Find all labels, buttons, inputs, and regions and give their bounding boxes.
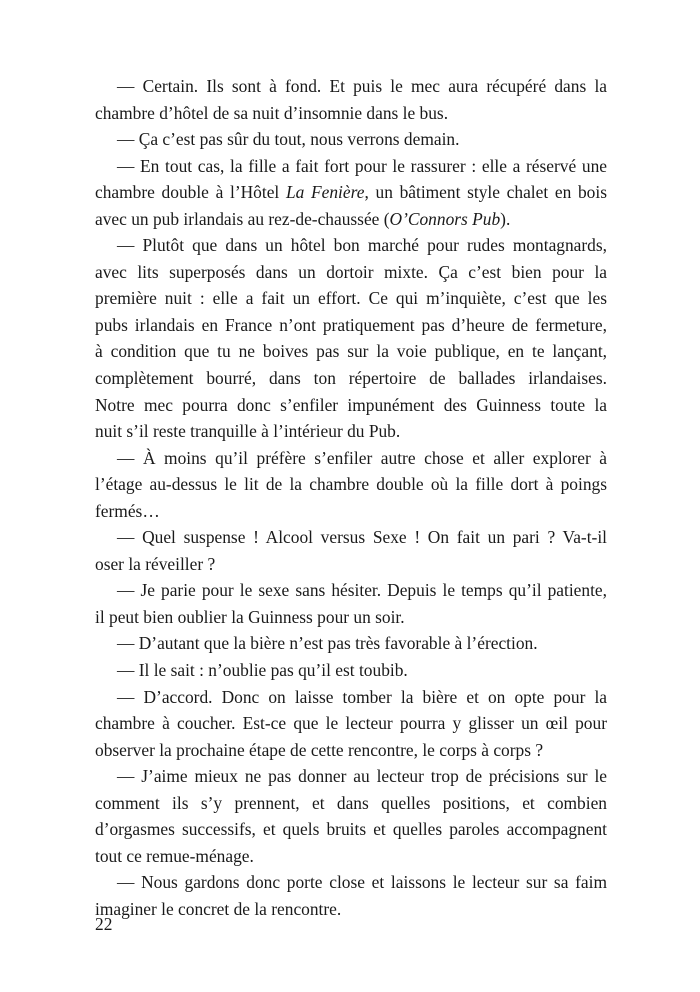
text-segment: chambre double à l’Hôtel — [95, 182, 286, 203]
text-line — [95, 179, 607, 206]
text-line: fermés… — [95, 500, 160, 521]
italic-title: La Fenière — [285, 182, 365, 203]
text-line: — Je parie pour le sexe sans hésiter. Depuis le temps qu’il patiente, — [117, 580, 607, 601]
paragraph — [95, 73, 607, 126]
text-line: complètement bourré, dans ton répertoire de ballades irlandaises. — [95, 368, 607, 389]
text-line: chambre d’hôtel de sa nuit d’insomnie dans le bus. — [95, 102, 449, 123]
page-number: 22 — [95, 914, 113, 934]
text-line: — J’aime mieux ne pas donner au lecteur trop de précisions sur le — [117, 766, 607, 787]
text-line: avec lits superposés dans un dortoir mixte. Ça c’est bien pour la — [95, 261, 607, 282]
text-line: — Il le sait : n’oublie pas qu’il est toubib. — [117, 660, 408, 681]
text-line: première nuit : elle a fait un effort. Ce qui m’inquiète, c’est que les — [95, 288, 607, 309]
paragraph — [95, 869, 607, 922]
paragraph — [95, 577, 607, 630]
text-line: pubs irlandais en France n’ont pratiquement pas d’heure de fermeture, — [95, 314, 607, 335]
text-line: — Quel suspense ! Alcool versus Sexe ! On fait un pari ? Va-t-il — [117, 527, 607, 548]
paragraph — [95, 630, 607, 657]
text-line: nuit s’il reste tranquille à l’intérieur du Pub. — [95, 421, 401, 442]
text-line: d’orgasmes successifs, et quels bruits et quelles paroles accompagnent — [95, 819, 607, 840]
text-line: chambre à coucher. Est-ce que le lecteur pourra y glisser un œil pour — [95, 713, 607, 734]
text-line: — D’autant que la bière n’est pas très favorable à l’érection. — [117, 633, 538, 654]
text-line: oser la réveiller ? — [95, 553, 216, 574]
text-line: il peut bien oublier la Guinness pour un soir. — [95, 606, 405, 627]
paragraph — [95, 657, 607, 684]
text-line: — Plutôt que dans un hôtel bon marché pour rudes montagnards, — [117, 235, 607, 256]
paragraph — [95, 763, 607, 869]
text-line: Notre mec pourra donc s’enfiler impunément des Guinness toute la — [95, 394, 607, 415]
text-segment: avec un pub irlandais au rez-de-chaussée ( — [95, 208, 390, 229]
paragraph — [95, 153, 607, 233]
text-line: imaginer le concret de la rencontre. — [95, 898, 342, 919]
text-line: l’étage au-dessus le lit de la chambre double où la fille dort à poings — [95, 474, 607, 495]
text-line: tout ce remue-ménage. — [95, 845, 254, 866]
paragraph — [95, 524, 607, 577]
text-line: — Nous gardons donc porte close et laissons le lecteur sur sa faim — [117, 872, 607, 893]
page-body — [95, 73, 607, 923]
text-line: — D’accord. Donc on laisse tomber la bière et on opte pour la — [117, 686, 607, 707]
text-line: — Ça c’est pas sûr du tout, nous verrons demain. — [117, 129, 460, 150]
text-line: observer la prochaine étape de cette rencontre, le corps à corps ? — [95, 739, 544, 760]
paragraph — [95, 126, 607, 153]
paragraph — [95, 445, 607, 525]
text-line: — En tout cas, la fille a fait fort pour le rassurer : elle a réservé une — [117, 155, 607, 176]
text-line: — À moins qu’il préfère s’enfiler autre chose et aller explorer à — [117, 447, 607, 468]
text-line: — Certain. Ils sont à fond. Et puis le mec aura récupéré dans la — [117, 76, 607, 96]
italic-title: O’Connors Pub — [389, 208, 501, 229]
paragraph — [95, 232, 607, 444]
text-line — [95, 206, 607, 233]
text-segment: , un bâtiment style chalet en bois — [364, 182, 607, 203]
paragraph — [95, 684, 607, 764]
text-line: à condition que tu ne boives pas sur la voie publique, en te lançant, — [95, 341, 607, 362]
text-line: comment ils s’y prennent, et dans quelles positions, et combien — [95, 792, 607, 813]
text-segment: ). — [500, 208, 511, 229]
